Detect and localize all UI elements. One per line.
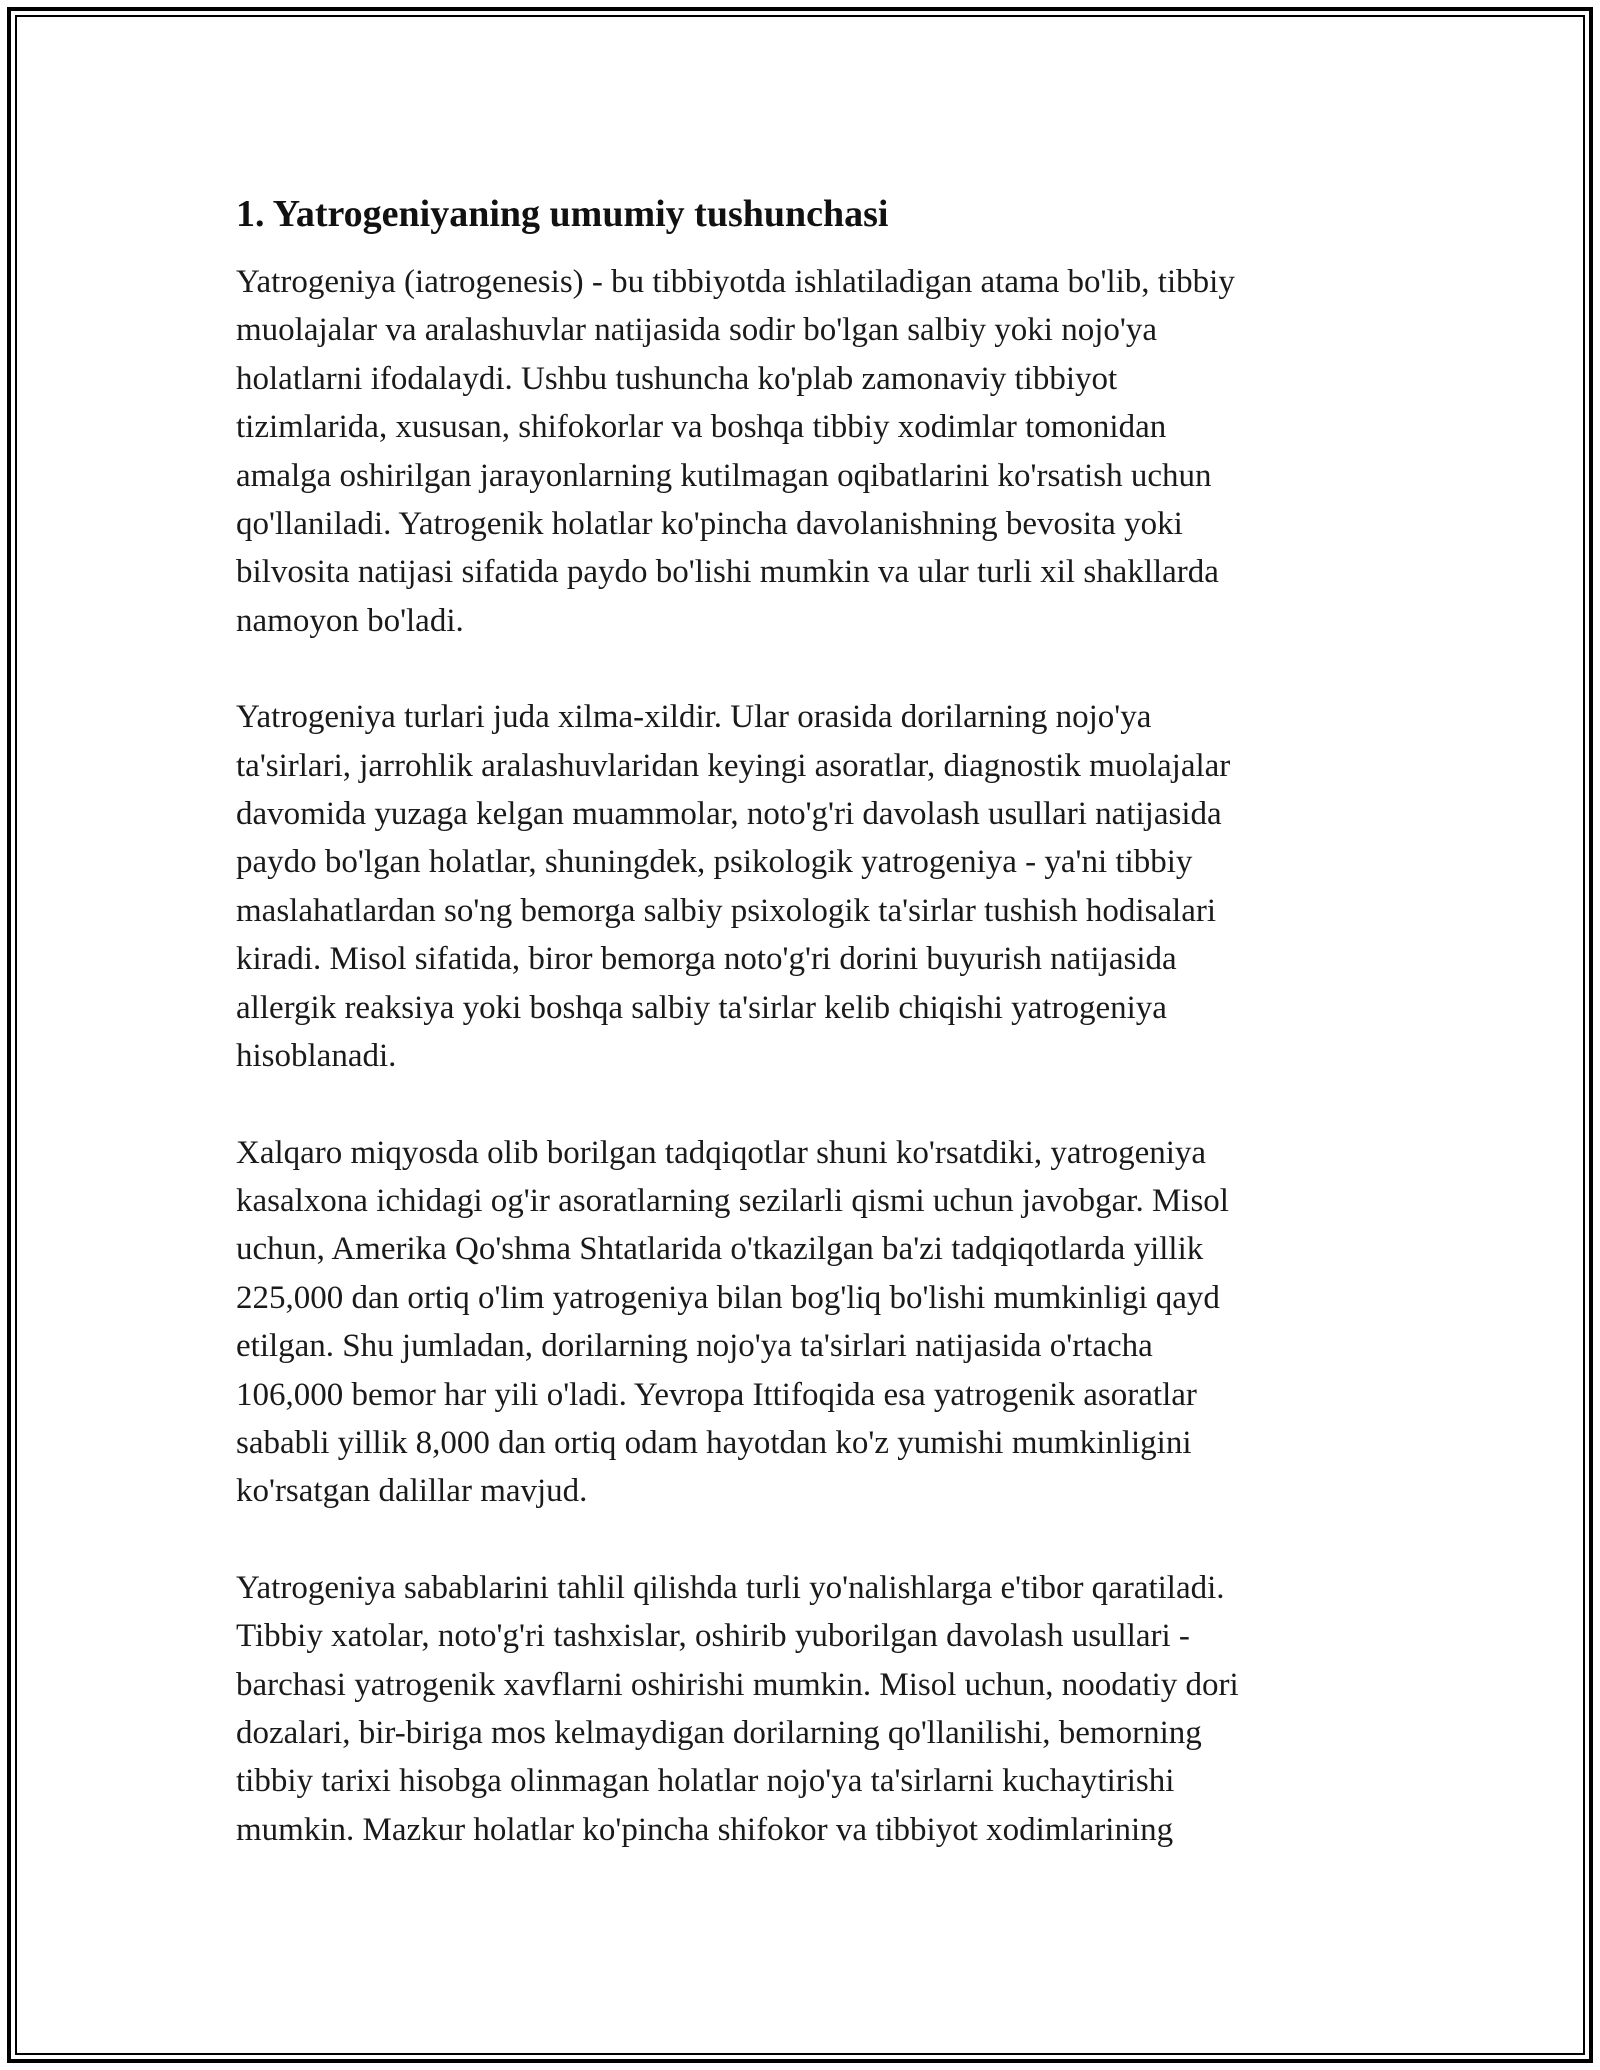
- document-body: [236, 190, 1356, 1902]
- paragraph-line: muolajalar va aralashuvlar natijasida sodir bo'lgan salbiy yoki nojo'ya: [236, 312, 1157, 349]
- paragraph-line: maslahatlardan so'ng bemorga salbiy psixologik ta'sirlar tushish hodisalari: [236, 892, 1217, 929]
- paragraph-line: Tibbiy xatolar, noto'g'ri tashxislar, oshirib yuborilgan davolash usullari -: [236, 1618, 1190, 1655]
- paragraph-line: mumkin. Mazkur holatlar ko'pincha shifokor va tibbiyot xodimlarining: [236, 1811, 1174, 1848]
- body-paragraph: [236, 1129, 1356, 1516]
- paragraph-line: barchasi yatrogenik xavflarni oshirishi mumkin. Misol uchun, noodatiy dori: [236, 1666, 1239, 1703]
- paragraph-line: 225,000 dan ortiq o'lim yatrogeniya bilan bog'liq bo'lishi mumkinligi qayd: [236, 1279, 1220, 1316]
- paragraph-line: ko'rsatgan dalillar mavjud.: [236, 1473, 588, 1510]
- paragraph-line: qo'llaniladi. Yatrogenik holatlar ko'pincha davolanishning bevosita yoki: [236, 506, 1183, 543]
- paragraph-line: Yatrogeniya sabablarini tahlil qilishda turli yo'nalishlarga e'tibor qaratiladi.: [236, 1569, 1225, 1606]
- paragraph-line: paydo bo'lgan holatlar, shuningdek, psikologik yatrogeniya - ya'ni tibbiy: [236, 844, 1193, 881]
- paragraph-line: tibbiy tarixi hisobga olinmagan holatlar nojo'ya ta'sirlarni kuchaytirishi: [236, 1763, 1175, 1800]
- paragraph-line: etilgan. Shu jumladan, dorilarning nojo'ya ta'sirlari natijasida o'rtacha: [236, 1328, 1153, 1365]
- paragraph-line: holatlarni ifodalaydi. Ushbu tushuncha ko'plab zamonaviy tibbiyot: [236, 360, 1118, 397]
- paragraph-line: namoyon bo'ladi.: [236, 602, 464, 639]
- paragraph-line: kasalxona ichidagi og'ir asoratlarning sezilarli qismi uchun javobgar. Misol: [236, 1182, 1229, 1219]
- paragraph-line: hisoblanadi.: [236, 1038, 397, 1075]
- section-heading: 1. Yatrogeniyaning umumiy tushunchasi: [236, 193, 889, 235]
- paragraph-line: dozalari, bir-biriga mos kelmaydigan dorilarning qo'llanilishi, bemorning: [236, 1714, 1202, 1751]
- paragraph-line: bilvosita natijasi sifatida paydo bo'lishi mumkin va ular turli xil shakllarda: [236, 554, 1219, 591]
- paragraph-line: Yatrogeniya turlari juda xilma-xildir. Ular orasida dorilarning nojo'ya: [236, 699, 1152, 736]
- paragraph-line: sababli yillik 8,000 dan ortiq odam hayotdan ko'z yumishi mumkinligini: [236, 1424, 1192, 1461]
- paragraph-line: uchun, Amerika Qo'shma Shtatlarida o'tkazilgan ba'zi tadqiqotlarda yillik: [236, 1231, 1204, 1268]
- paragraph-line: 106,000 bemor har yili o'ladi. Yevropa Ittifoqida esa yatrogenik asoratlar: [236, 1376, 1197, 1413]
- paragraph-line: amalga oshirilgan jarayonlarning kutilmagan oqibatlarini ko'rsatish uchun: [236, 457, 1212, 494]
- paragraph-line: allergik reaksiya yoki boshqa salbiy ta'sirlar kelib chiqishi yatrogeniya: [236, 989, 1167, 1026]
- paragraph-line: Yatrogeniya (iatrogenesis) - bu tibbiyotda ishlatiladigan atama bo'lib, tibbiy: [236, 264, 1235, 300]
- body-paragraph: [236, 1564, 1356, 1854]
- body-paragraph: [236, 693, 1356, 1080]
- paragraph-line: kiradi. Misol sifatida, biror bemorga noto'g'ri dorini buyurish natijasida: [236, 941, 1177, 978]
- paragraph-list: [236, 258, 1356, 1854]
- paragraph-line: Xalqaro miqyosda olib borilgan tadqiqotlar shuni ko'rsatdiki, yatrogeniya: [236, 1134, 1207, 1171]
- body-paragraph: [236, 258, 1356, 645]
- paragraph-line: ta'sirlari, jarrohlik aralashuvlaridan keyingi asoratlar, diagnostik muolajalar: [236, 747, 1231, 784]
- paragraph-line: tizimlarida, xususan, shifokorlar va boshqa tibbiy xodimlar tomonidan: [236, 409, 1167, 446]
- paragraph-line: davomida yuzaga kelgan muammolar, noto'g'ri davolash usullari natijasida: [236, 796, 1222, 833]
